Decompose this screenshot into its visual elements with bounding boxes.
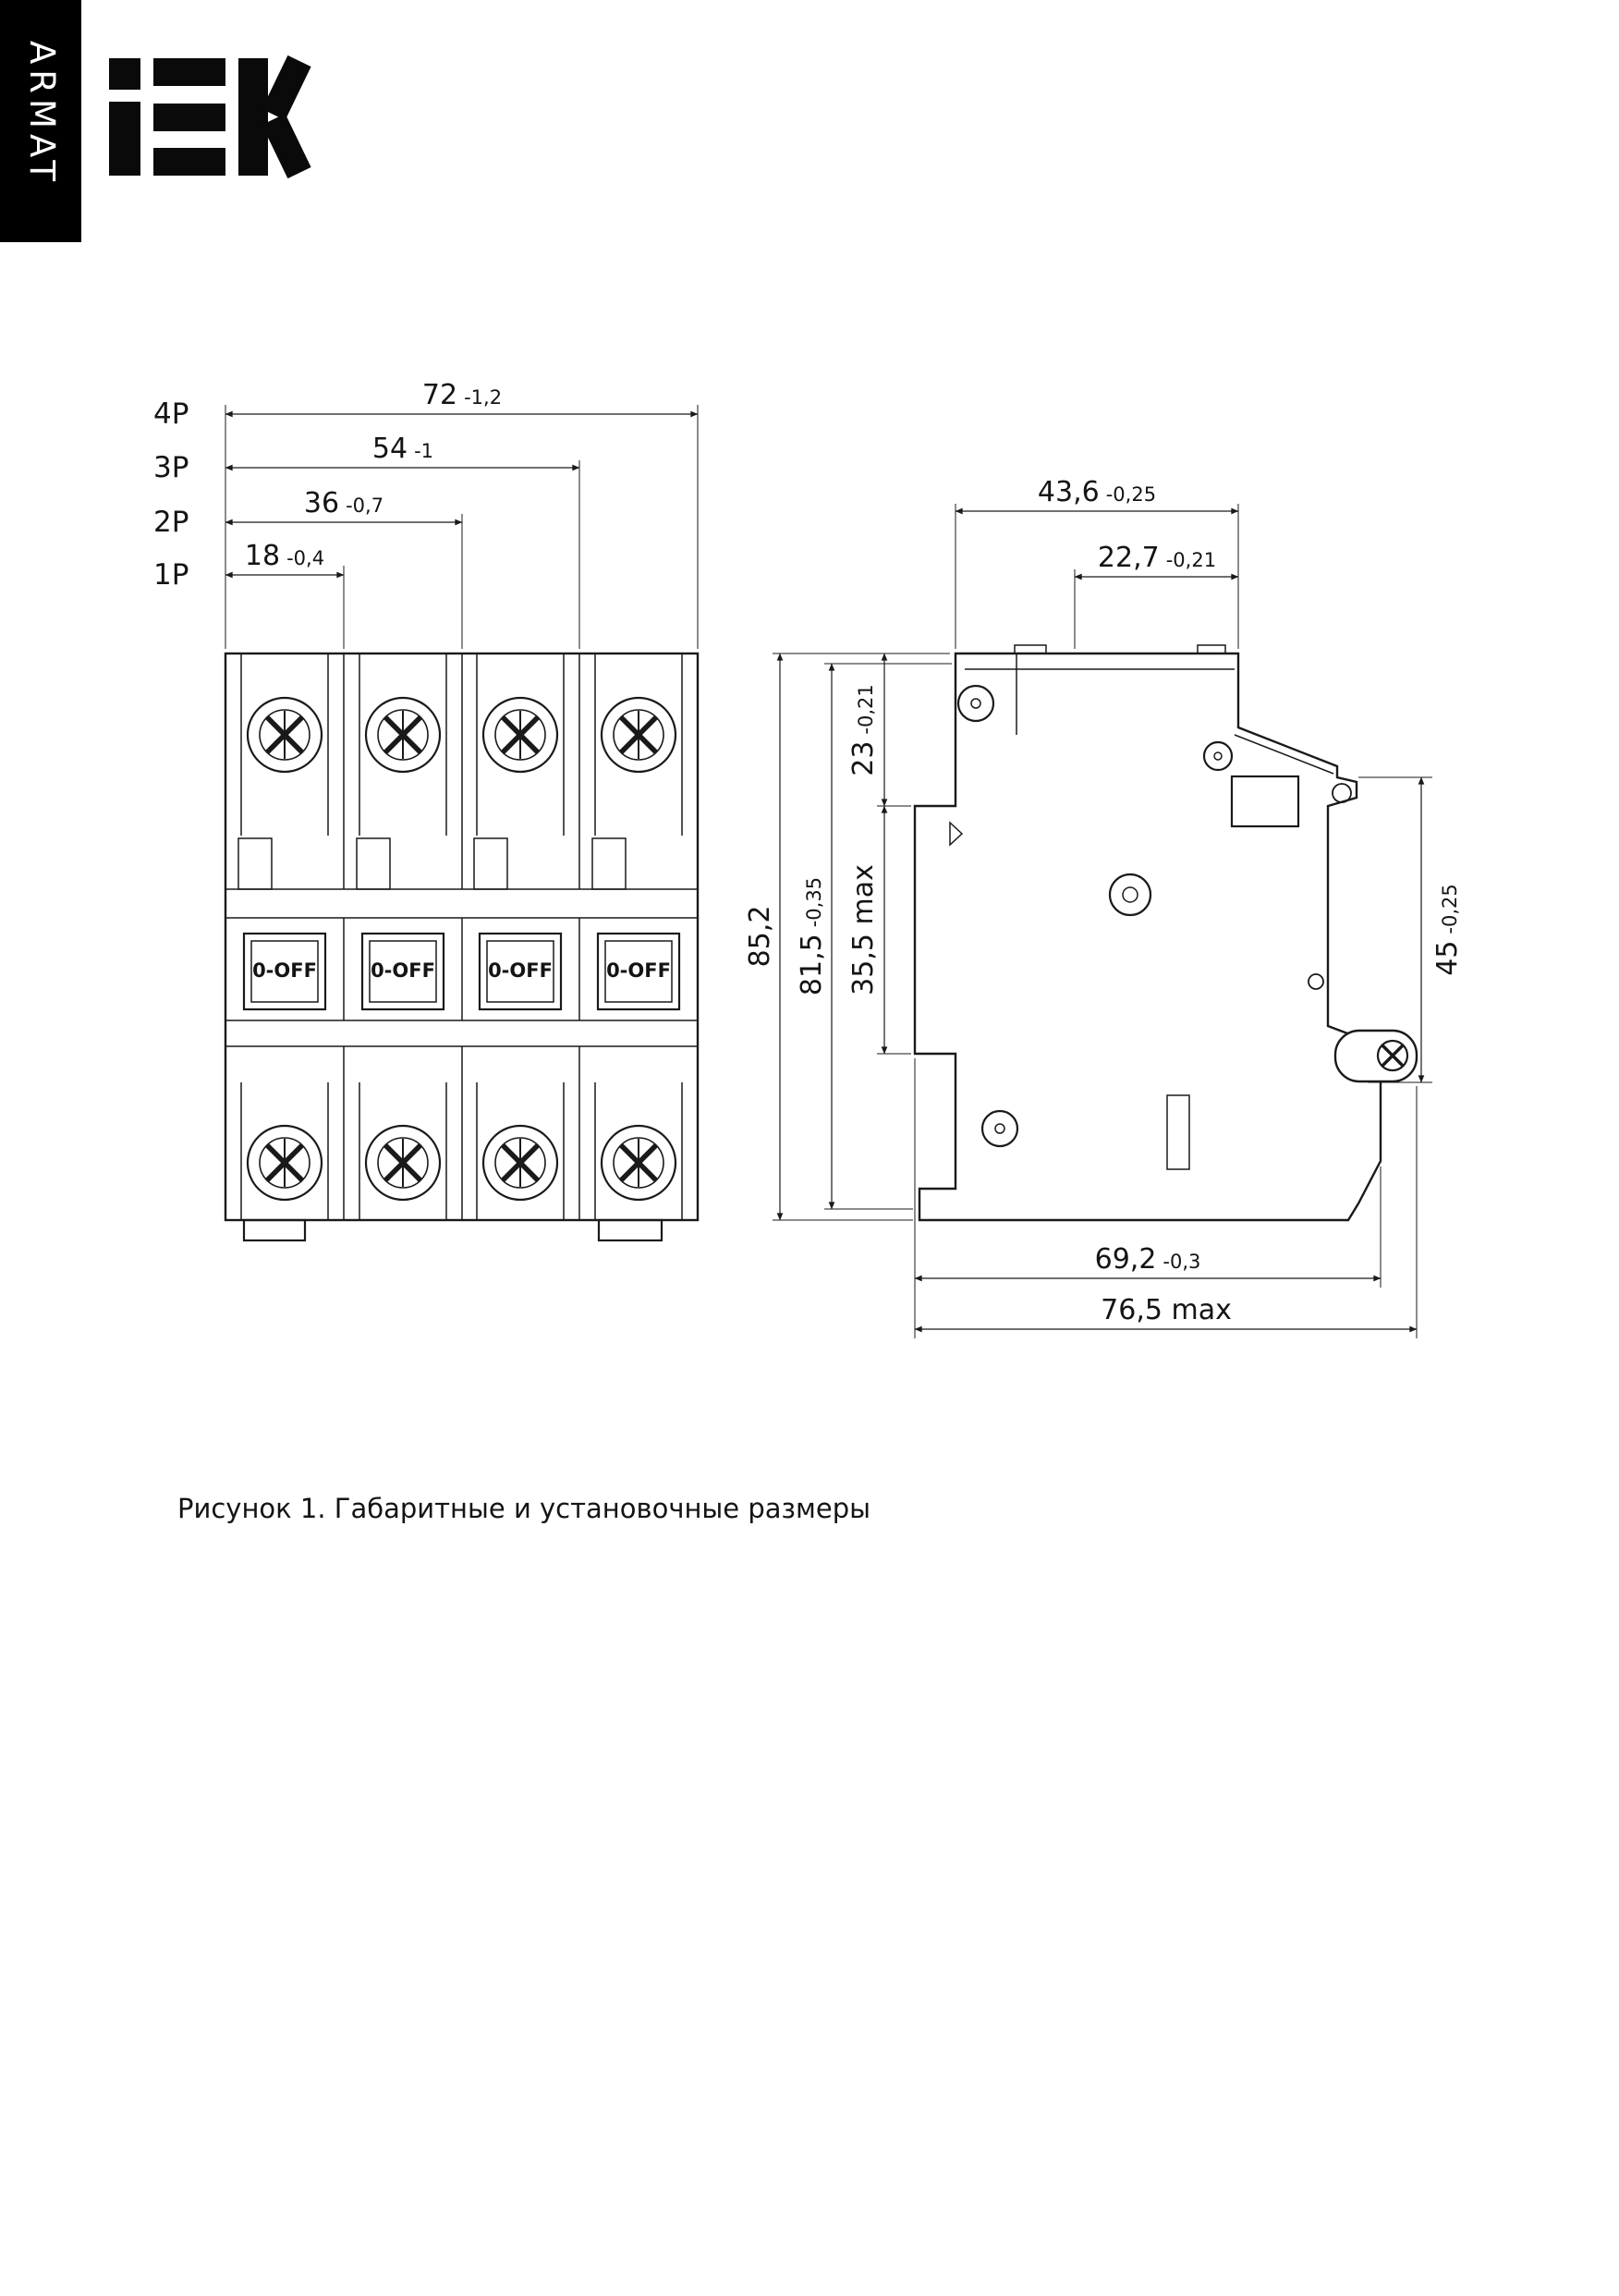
pole-count-label: 3P (153, 451, 189, 484)
figure-caption: Рисунок 1. Габаритные и установочные размеры (177, 1493, 870, 1524)
toggle-state-label: 0-OFF (488, 959, 553, 982)
pole-count-label: 4P (153, 397, 189, 431)
dim-width-1p: 18 -0,4 (244, 540, 325, 572)
dim-bottom-69-2: 69,2 -0,3 (1094, 1243, 1201, 1276)
dim-rail-45: 45-0,25 (1431, 884, 1464, 976)
logo-k-arm (274, 119, 299, 173)
logo-k-stem (238, 58, 268, 176)
dim-height-35-5: 35,5 max (847, 864, 880, 995)
top-tab (1198, 645, 1225, 653)
toggle-state-label: 0-OFF (252, 959, 317, 982)
brand-sidebar (0, 0, 81, 242)
pole-count-label: 2P (153, 506, 189, 539)
logo-e-bar (153, 148, 225, 176)
breaker-side-body (915, 653, 1381, 1220)
dim-height-85-2: 85,2 (744, 905, 776, 968)
logo-i-dot (109, 58, 140, 90)
extension-lines (225, 405, 698, 649)
dim-height-81-5: 81,5-0,35 (796, 876, 828, 996)
logo-e-bar (153, 104, 225, 131)
brand-series-label: ARMAT (22, 41, 62, 187)
front-view (225, 653, 698, 1240)
logo-k-arm (274, 61, 299, 115)
dim-height-23: 23-0,21 (847, 684, 880, 776)
logo-e-bar (153, 58, 225, 86)
front-view-dimensions (153, 379, 698, 649)
iek-logo (109, 58, 299, 176)
top-tab (1015, 645, 1046, 653)
side-view (915, 645, 1417, 1220)
dim-depth-22-7: 22,7 -0,21 (1097, 542, 1217, 574)
logo-i-stem (109, 102, 140, 176)
toggle-state-label: 0-OFF (371, 959, 435, 982)
dim-bottom-76-5: 76,5 max (1101, 1294, 1232, 1326)
dim-width-3p: 54 -1 (371, 433, 434, 465)
dim-depth-43-6: 43,6 -0,25 (1037, 476, 1157, 508)
din-latch (1335, 1031, 1417, 1081)
dim-width-4p: 72 -1,2 (421, 379, 503, 411)
pole-count-label: 1P (153, 558, 189, 592)
toggle-state-label: 0-OFF (606, 959, 671, 982)
din-clips (244, 1220, 662, 1240)
dim-width-2p: 36 -0,7 (303, 487, 384, 519)
